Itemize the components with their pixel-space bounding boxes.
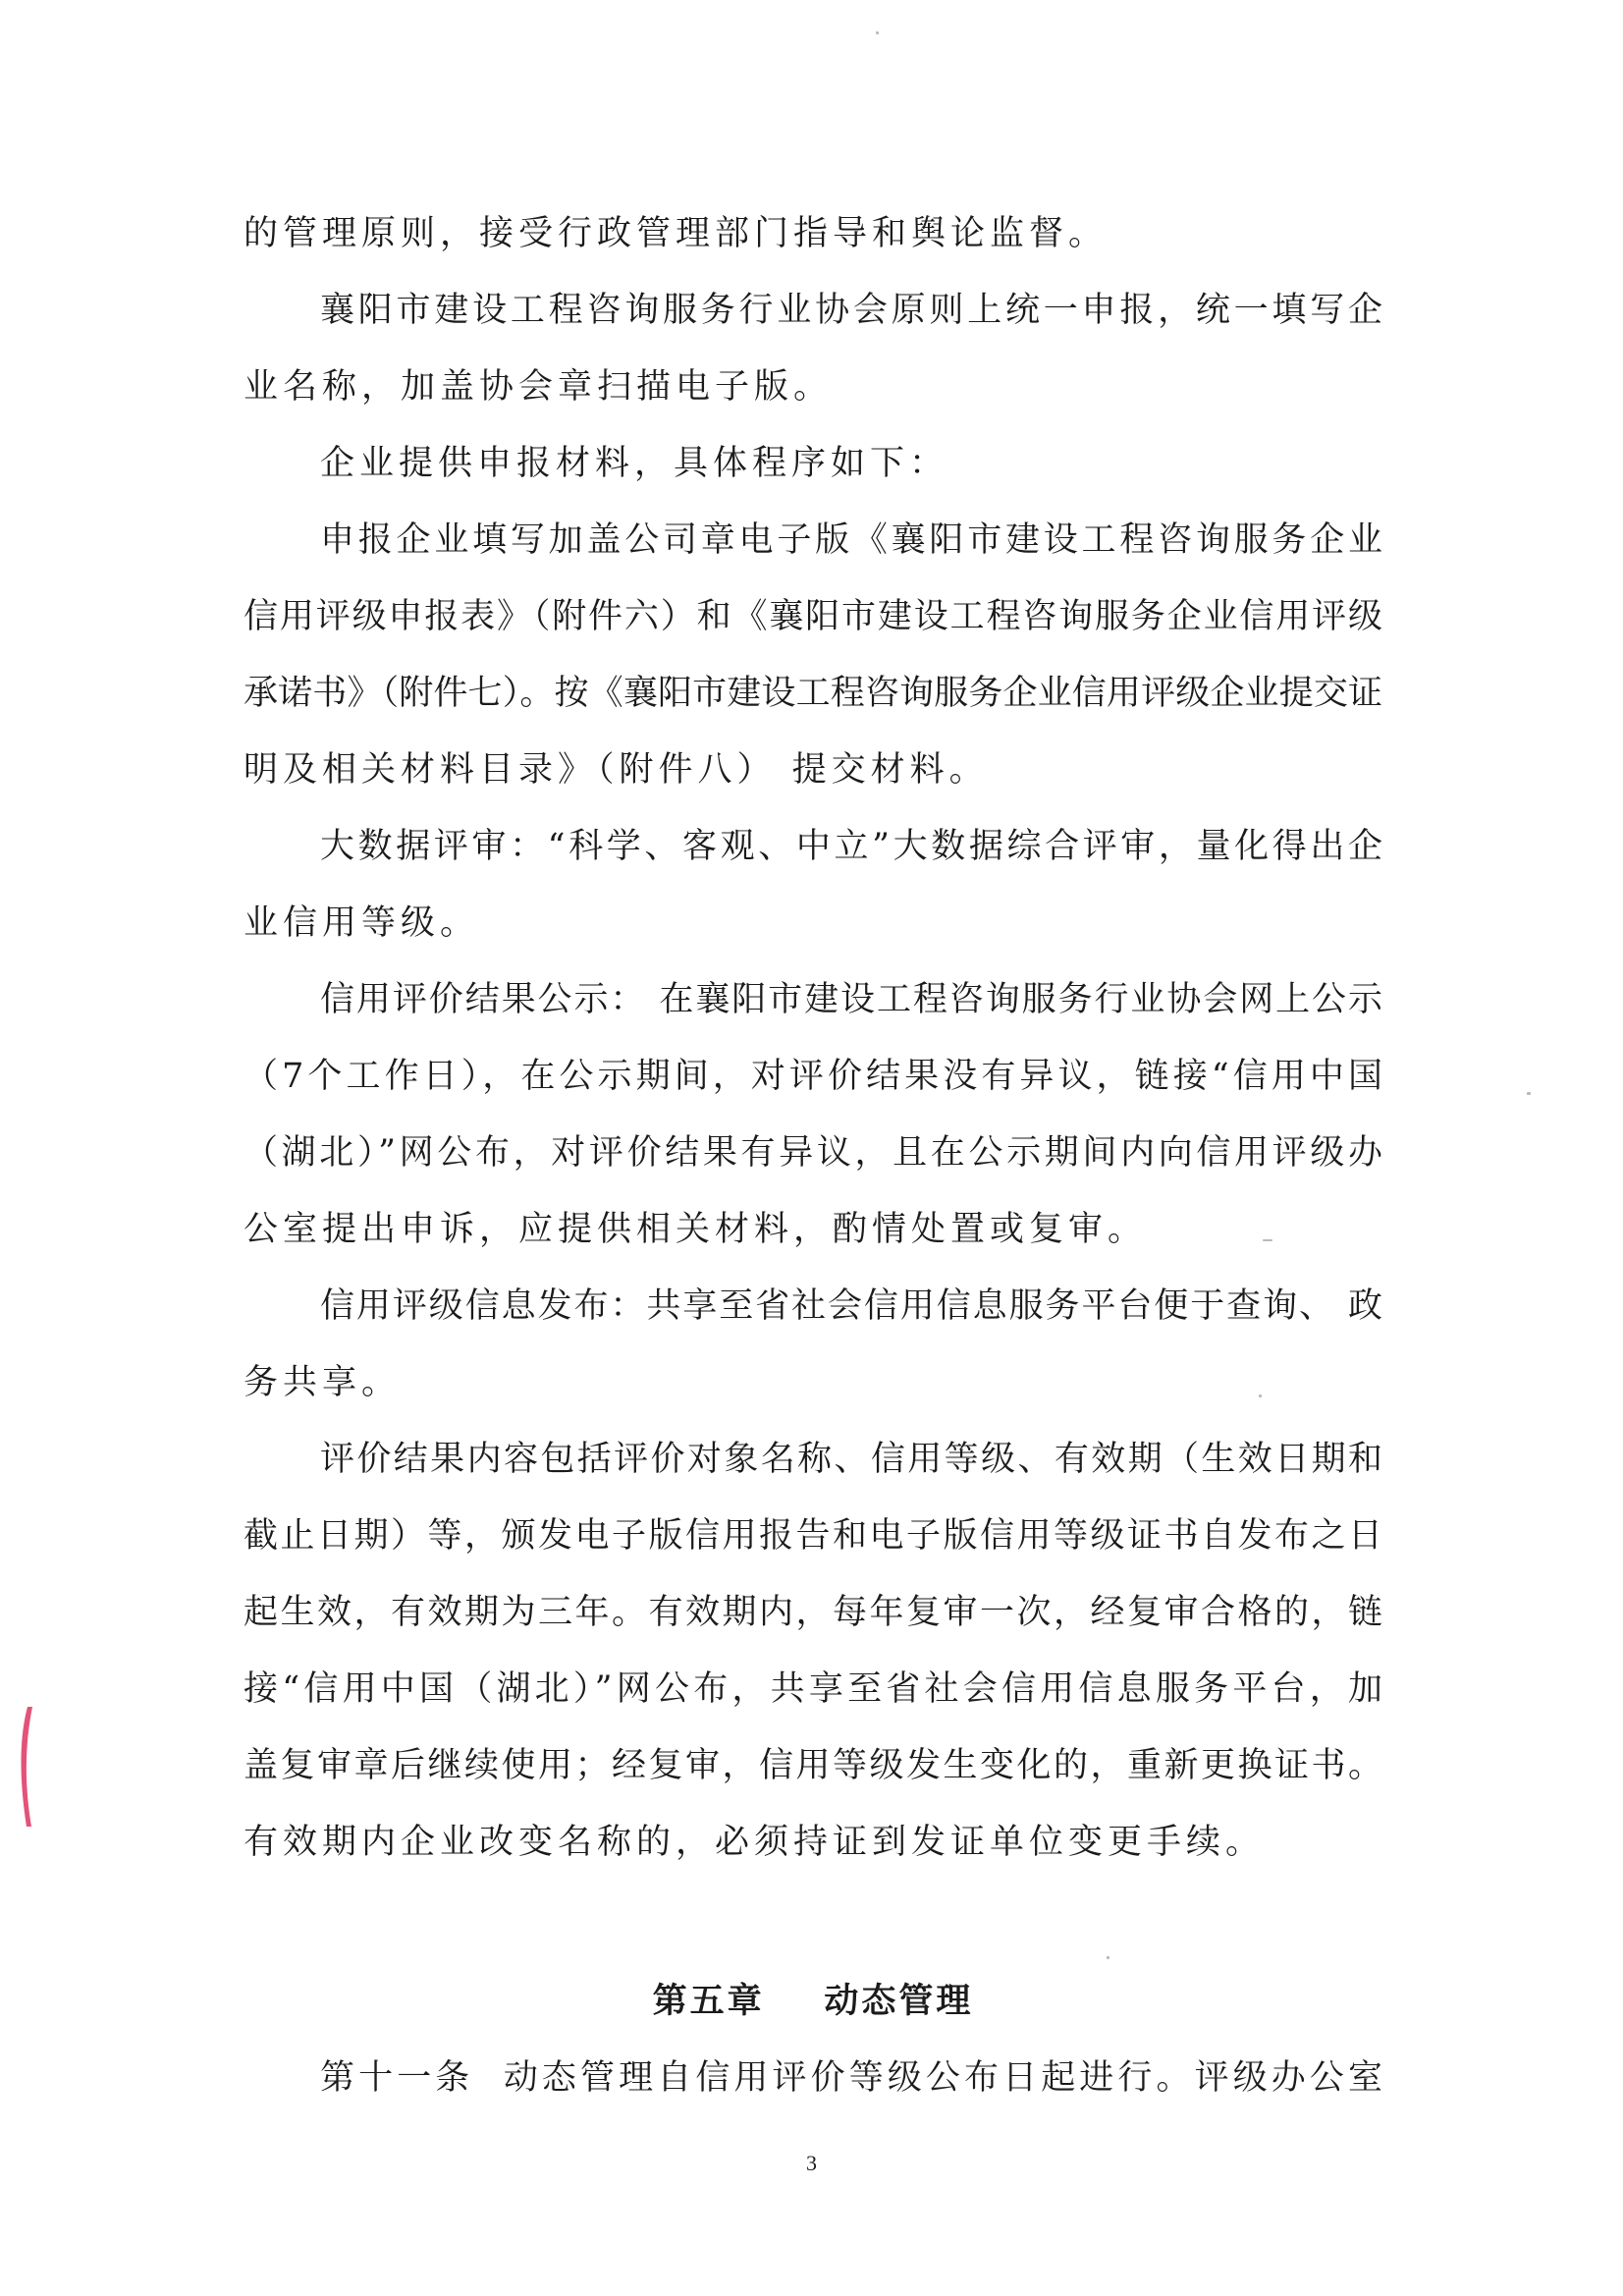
- text-line: 业信用等级。: [243, 903, 480, 943]
- text-line: 信用评级申报表》（附件六）和《襄阳市建设工程咨询服务企业信用评级: [243, 597, 1382, 636]
- text-line: 有效期内企业改变名称的，必须持证到发证单位变更手续。: [243, 1823, 1266, 1862]
- text-line: 评价结果内容包括评价对象名称、信用等级、有效期（生效日期和: [320, 1440, 1382, 1479]
- text-line: 明及相关材料目录》（附件八） 提交材料。: [243, 750, 989, 790]
- text-line: （7个工作日），在公示期间，对评价结果没有异议，链接“信用中国: [243, 1057, 1382, 1096]
- text-line: 截止日期）等，颁发电子版信用报告和电子版信用等级证书自发布之日: [243, 1516, 1382, 1556]
- text-line: 企业提供申报材料，具体程序如下：: [320, 444, 949, 483]
- article-line: 第十一条 动态管理自信用评价等级公布日起进行。评级办公室: [320, 2058, 1382, 2098]
- text-line: 承诺书》（附件七）。按《襄阳市建设工程咨询服务企业信用评级企业提交证: [243, 674, 1382, 713]
- scan-speck: [876, 31, 879, 34]
- text-line: 务共享。: [243, 1363, 402, 1402]
- text-line: 信用评级信息发布：共享至省社会信用信息服务平台便于查询、 政: [320, 1286, 1382, 1326]
- text-line: 的管理原则，接受行政管理部门指导和舆论监督。: [243, 214, 1109, 253]
- text-line: 信用评价结果公示： 在襄阳市建设工程咨询服务行业协会网上公示: [320, 980, 1382, 1019]
- text-line: 大数据评审：“科学、客观、中立”大数据综合评审，量化得出企: [320, 827, 1382, 866]
- scan-speck: [1263, 1239, 1272, 1241]
- text-line: 襄阳市建设工程咨询服务行业协会原则上统一申报，统一填写企: [320, 291, 1382, 330]
- scan-speck: [1107, 1956, 1109, 1959]
- page-number: 3: [806, 2151, 817, 2175]
- scan-speck: [1527, 1092, 1531, 1095]
- text-line: 接“信用中国（湖北）”网公布，共享至省社会信用信息服务平台，加: [243, 1669, 1382, 1709]
- red-seal-edge: [18, 1707, 33, 1827]
- text-line: 申报企业填写加盖公司章电子版《襄阳市建设工程咨询服务企业: [320, 520, 1382, 560]
- text-line: 起生效，有效期为三年。有效期内，每年复审一次，经复审合格的，链: [243, 1593, 1382, 1632]
- text-line: （湖北）”网公布，对评价结果有异议，且在公示期间内向信用评级办: [243, 1133, 1382, 1173]
- text-line: 盖复审章后继续使用；经复审，信用等级发生变化的，重新更换证书。: [243, 1746, 1382, 1785]
- scan-speck: [1259, 1394, 1262, 1397]
- text-line: 公室提出申诉，应提供相关材料，酌情处置或复审。: [243, 1210, 1148, 1249]
- text-line: 业名称，加盖协会章扫描电子版。: [243, 367, 834, 407]
- chapter-heading: 第五章 动态管理: [652, 1982, 974, 2021]
